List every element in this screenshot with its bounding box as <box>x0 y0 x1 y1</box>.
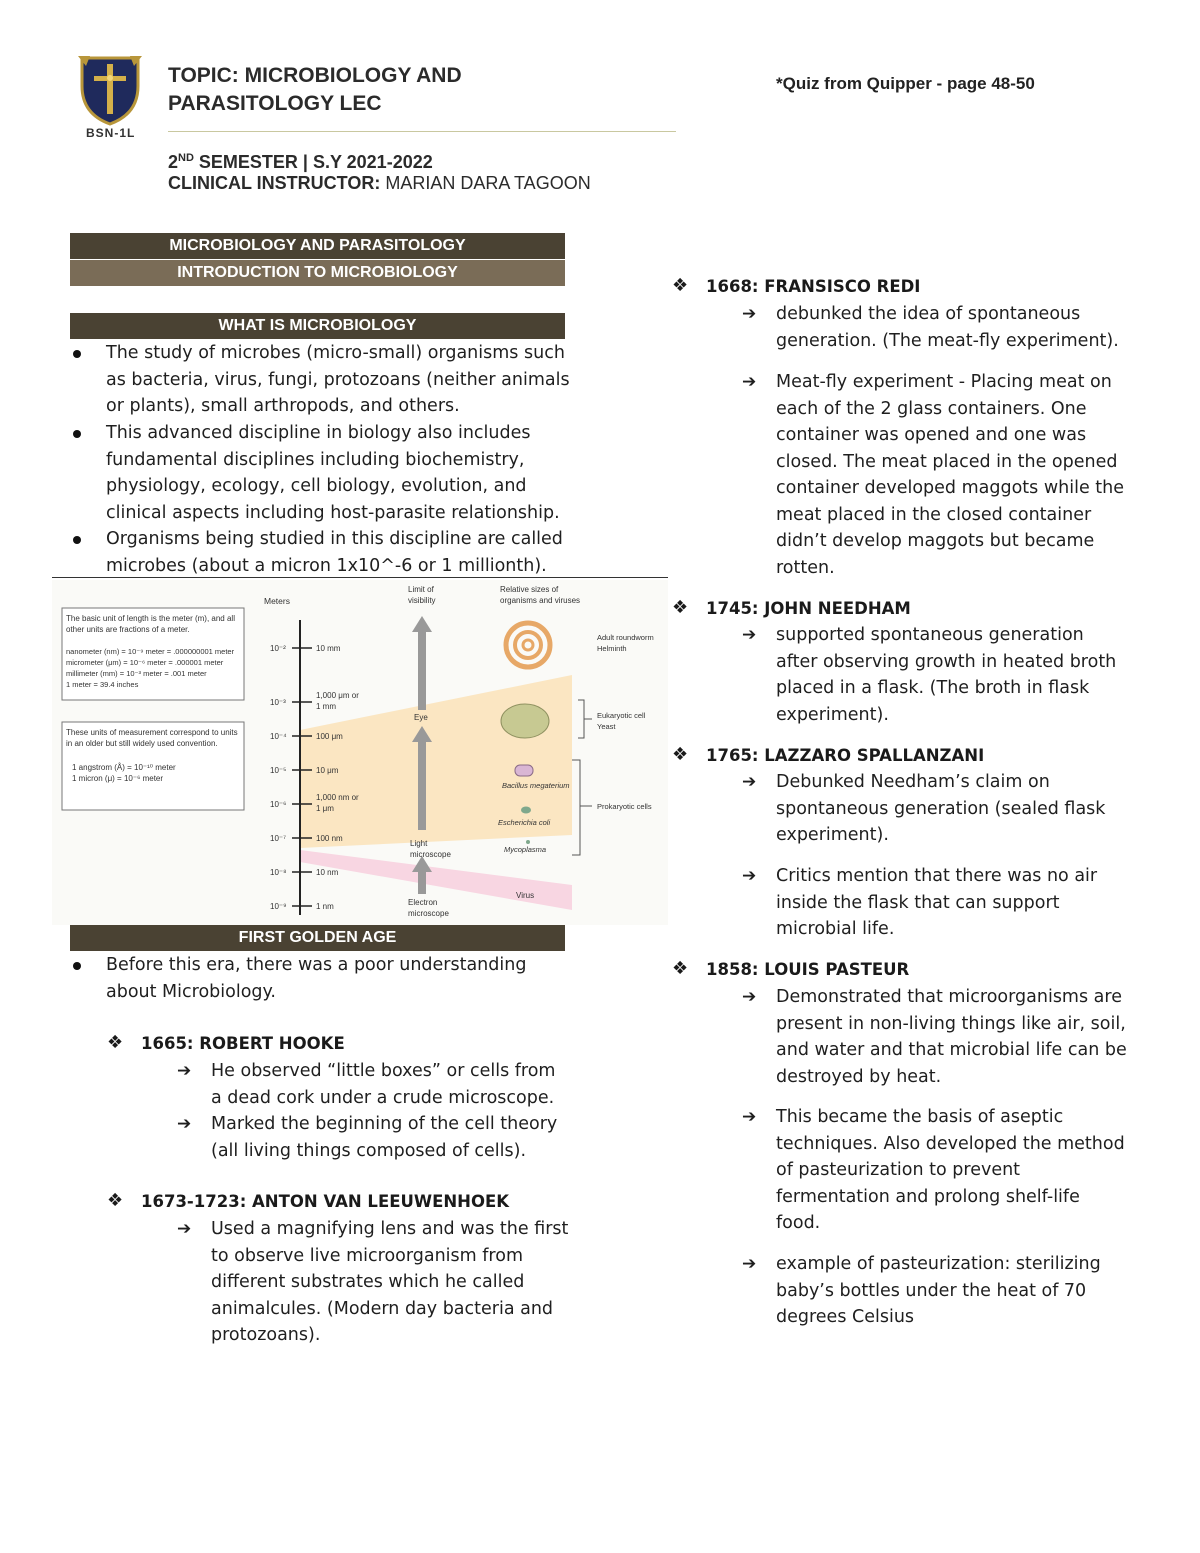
arrow-item <box>177 1216 569 1349</box>
course-title-band: MICROBIOLOGY AND PARASITOLOGY <box>70 233 565 259</box>
item-line: techniques. Also developed the method <box>776 1133 1125 1154</box>
instructor-line <box>168 171 591 196</box>
bullet-line: physiology, ecology, cell biology, evolution, and <box>106 476 527 496</box>
entry-title: 1765: LAZZARO SPALLANZANI <box>706 746 985 765</box>
bacillus-icon <box>515 765 533 776</box>
item-line: protozoans). <box>211 1325 321 1345</box>
relative-label: organisms and viruses <box>500 596 581 605</box>
item-line: (all living things composed of cells). <box>211 1140 527 1161</box>
box2-line: in an older but still widely used convention. <box>66 739 218 748</box>
entry-heading <box>107 1032 345 1053</box>
item-line: supported spontaneous generation <box>776 625 1084 645</box>
item-line: didn’t develop maggots but became <box>776 531 1095 551</box>
item-line: generation. (The meat-fly experiment). <box>776 330 1119 351</box>
semester-suffix: ND <box>178 152 194 164</box>
limit-label: visibility <box>408 596 436 605</box>
box1-line: nanometer (nm) = 10⁻⁹ meter = .000000001 meter <box>66 647 235 656</box>
diamond-bullet-icon: ❖ <box>672 275 689 296</box>
bullet-dot-icon <box>73 350 81 358</box>
meters-label: Meters <box>264 596 290 606</box>
item-line: degrees Celsius <box>776 1307 915 1327</box>
item-line: container developed maggots while the <box>776 478 1125 498</box>
entry-heading <box>672 597 911 618</box>
entry-title: 1668: FRANSISCO REDI <box>706 277 921 296</box>
item-line: fermentation and prolong shelf-life <box>776 1186 1080 1207</box>
relative-label: Relative sizes of <box>500 585 559 594</box>
item-line: baby’s bottles under the heat of 70 <box>776 1280 1087 1301</box>
box2-line: 1 angstrom (Å) = 10⁻¹⁰ meter <box>72 763 176 772</box>
size-scale-figure <box>52 580 668 925</box>
diamond-bullet-icon: ❖ <box>107 1032 124 1053</box>
header-divider <box>168 131 676 132</box>
entry-heading <box>672 744 985 765</box>
scale-unit: 10 nm <box>316 868 339 877</box>
topic-title <box>168 62 688 118</box>
item-line: present in non-living things like air, soil, <box>776 1013 1126 1034</box>
semester-text: SEMESTER | S.Y 2021-2022 <box>193 152 433 172</box>
scale-exp: 10⁻⁵ <box>270 766 287 775</box>
item-line: debunked the idea of spontaneous <box>776 304 1081 324</box>
item-line: of pasteurization to prevent <box>776 1160 1021 1180</box>
diamond-bullet-icon: ❖ <box>672 958 689 979</box>
prokaryote-bracket <box>572 760 580 855</box>
box1-line: millimeter (mm) = 10⁻³ meter = .001 meter <box>66 669 207 678</box>
arrow-right-icon: ➔ <box>742 772 757 792</box>
item-line: Meat-fly experiment - Placing meat on <box>776 372 1112 392</box>
ecoli-icon <box>521 807 531 814</box>
scale-unit: 1 nm <box>316 902 334 911</box>
bullet-line: about Microbiology. <box>106 981 276 1002</box>
light-microscope-label: microscope <box>410 850 451 859</box>
arrow-right-icon: ➔ <box>742 304 757 324</box>
scale-unit: 1,000 μm or <box>316 691 359 700</box>
what-is-band: WHAT IS MICROBIOLOGY <box>70 313 565 339</box>
arrow-right-icon: ➔ <box>177 1061 192 1081</box>
bullet-line: Before this era, there was a poor understanding <box>106 955 527 975</box>
box1-line: 1 meter = 39.4 inches <box>66 680 139 689</box>
mycoplasma-icon <box>526 840 530 844</box>
arrow-right-icon: ➔ <box>742 372 757 392</box>
entry-title: 1745: JOHN NEEDHAM <box>706 599 911 618</box>
arrow-right-icon: ➔ <box>742 866 757 886</box>
item-line: container was opened and one was <box>776 425 1087 445</box>
arrow-item <box>177 1111 558 1164</box>
item-line: Used a magnifying lens and was the first <box>211 1219 569 1239</box>
item-line: rotten. <box>776 557 835 578</box>
item-line: experiment). <box>776 704 889 725</box>
scale-unit: 10 mm <box>316 644 341 653</box>
item-line: Marked the beginning of the cell theory <box>211 1114 558 1134</box>
prokaryote-label: Prokaryotic cells <box>597 802 652 811</box>
entry-title: 1665: ROBERT HOOKE <box>141 1034 345 1053</box>
item-line: food. <box>776 1213 821 1233</box>
item-line: experiment). <box>776 825 889 845</box>
scale-unit: 10 μm <box>316 766 339 775</box>
scale-exp: 10⁻⁶ <box>270 800 287 809</box>
diamond-bullet-icon: ❖ <box>672 597 689 618</box>
bullet-line: as bacteria, virus, fungi, protozoans (neither animals <box>106 369 570 390</box>
item-line: Critics mention that there was no air <box>776 866 1098 886</box>
arrow-item <box>742 1251 1101 1331</box>
eukaryote-bracket <box>578 700 584 738</box>
diamond-bullet-icon: ❖ <box>672 744 689 765</box>
scale-exp: 10⁻³ <box>270 698 286 707</box>
item-line: spontaneous generation (sealed flask <box>776 798 1106 819</box>
arrow-right-icon: ➔ <box>742 625 757 645</box>
box2-line: These units of measurement correspond to units <box>66 728 238 737</box>
bullet-line: clinical aspects including host-parasite relationship. <box>106 502 560 523</box>
eukaryote-label: Yeast <box>597 722 616 731</box>
topic-line-1: TOPIC: MICROBIOLOGY AND <box>168 64 462 87</box>
virus-label: Virus <box>516 891 535 900</box>
bullet-line: The study of microbes (micro-small) organisms such <box>106 343 565 363</box>
bullet-dot-icon <box>73 962 81 970</box>
arrow-right-icon: ➔ <box>742 1107 757 1127</box>
box1-line: micrometer (μm) = 10⁻⁶ meter = .000001 meter <box>66 658 224 667</box>
entry-title: 1858: LOUIS PASTEUR <box>706 960 910 979</box>
topic-line-2: PARASITOLOGY LEC <box>168 92 382 115</box>
roundworm-label: Adult roundworm <box>597 633 654 642</box>
arrow-item <box>742 301 1119 354</box>
scale-unit: 1 μm <box>316 804 334 813</box>
arrow-item <box>177 1058 556 1111</box>
golden-age-band: FIRST GOLDEN AGE <box>70 925 565 951</box>
bullet-line: Organisms being studied in this discipline are called <box>106 529 563 549</box>
arrow-right-icon: ➔ <box>177 1114 192 1134</box>
size-scale-diagram <box>52 580 668 925</box>
box1-line: other units are fractions of a meter. <box>66 625 190 634</box>
item-line: inside the flask that can support <box>776 892 1060 913</box>
bullet-dot-icon <box>73 430 81 438</box>
scale-unit: 100 nm <box>316 834 343 843</box>
item-line: Demonstrated that microorganisms are <box>776 987 1122 1007</box>
arrow-right-icon: ➔ <box>177 1219 192 1239</box>
arrow-item <box>742 1104 1125 1237</box>
arrow-item <box>742 984 1127 1090</box>
item-line: each of the 2 glass containers. One <box>776 398 1087 419</box>
quiz-note: *Quiz from Quipper - page 48-50 <box>776 74 1035 93</box>
scale-exp: 10⁻² <box>270 644 286 653</box>
item-line: He observed “little boxes” or cells from <box>211 1061 556 1081</box>
scale-exp: 10⁻⁷ <box>270 834 287 843</box>
bullet-line: microbes (about a micron 1x10^-6 or 1 millionth). <box>106 555 547 576</box>
scale-exp: 10⁻⁴ <box>270 732 287 741</box>
box2-line: 1 micron (μ) = 10⁻⁶ meter <box>72 774 164 783</box>
item-line: This became the basis of aseptic <box>776 1107 1064 1127</box>
arrow-item <box>742 622 1117 728</box>
roundworm-label: Helminth <box>597 644 627 653</box>
item-line: after observing growth in heated broth <box>776 651 1117 672</box>
roundworm-icon <box>506 623 550 667</box>
instructor-name: MARIAN DARA TAGOON <box>380 173 591 193</box>
electron-microscope-label: Electron <box>408 898 438 907</box>
item-line: meat placed in the closed container <box>776 504 1092 525</box>
diamond-bullet-icon: ❖ <box>107 1190 124 1211</box>
instructor-label: CLINICAL INSTRUCTOR: <box>168 173 381 193</box>
yeast-cell-icon <box>501 704 549 738</box>
bullet-item <box>106 420 560 526</box>
scale-unit: 1 mm <box>316 702 336 711</box>
limit-label: Limit of <box>408 585 434 594</box>
arrow-item <box>742 863 1098 943</box>
item-line: microbial life. <box>776 919 895 939</box>
ecoli-label: Escherichia coli <box>498 818 551 827</box>
bullet-item <box>106 526 563 579</box>
bullet-item <box>106 952 526 1005</box>
light-microscope-label: Light <box>410 839 428 848</box>
bullet-line: or plants), small arthropods, and others. <box>106 396 460 416</box>
item-line: a dead cork under a crude microscope. <box>211 1087 555 1108</box>
electron-microscope-label: microscope <box>408 909 449 918</box>
scale-unit: 100 μm <box>316 732 343 741</box>
box1-line: The basic unit of length is the meter (m), and all <box>66 614 235 623</box>
entry-heading <box>672 958 910 979</box>
intro-band: INTRODUCTION TO MICROBIOLOGY <box>70 260 565 286</box>
section-divider <box>52 577 668 578</box>
item-line: example of pasteurization: sterilizing <box>776 1254 1101 1274</box>
eukaryote-label: Eukaryotic cell <box>597 711 646 720</box>
bullet-item <box>106 340 570 420</box>
item-line: closed. The meat placed in the opened <box>776 451 1118 472</box>
shield-cross-icon <box>76 52 144 126</box>
scale-exp: 10⁻⁹ <box>270 902 287 911</box>
mycoplasma-label: Mycoplasma <box>504 845 547 854</box>
item-line: animalcules. (Modern day bacteria and <box>211 1298 554 1319</box>
eye-label: Eye <box>414 713 428 722</box>
logo-caption: BSN-1L <box>86 126 136 140</box>
entry-heading <box>672 275 921 296</box>
school-logo <box>76 52 144 126</box>
arrow-item <box>742 369 1125 581</box>
scale-unit: 1,000 nm or <box>316 793 359 802</box>
arrow-right-icon: ➔ <box>742 987 757 1007</box>
bullet-line: fundamental disciplines including biochemistry, <box>106 449 525 470</box>
scale-exp: 10⁻⁸ <box>270 868 287 877</box>
arrow-item <box>742 769 1106 849</box>
arrow-right-icon: ➔ <box>742 1254 757 1274</box>
bullet-dot-icon <box>73 536 81 544</box>
bullet-line: This advanced discipline in biology also includes <box>106 423 531 443</box>
item-line: to observe live microorganism from <box>211 1245 524 1266</box>
semester-number: 2 <box>168 152 179 172</box>
bacillus-label: Bacillus megaterium <box>502 781 570 790</box>
item-line: destroyed by heat. <box>776 1066 942 1087</box>
entry-heading <box>107 1190 510 1211</box>
item-line: placed in a flask. (The broth in flask <box>776 678 1090 698</box>
item-line: different substrates which he called <box>211 1272 525 1292</box>
entry-title: 1673-1723: ANTON VAN LEEUWENHOEK <box>141 1192 510 1211</box>
item-line: Debunked Needham’s claim on <box>776 772 1050 792</box>
item-line: and water and that microbial life can be <box>776 1040 1127 1060</box>
